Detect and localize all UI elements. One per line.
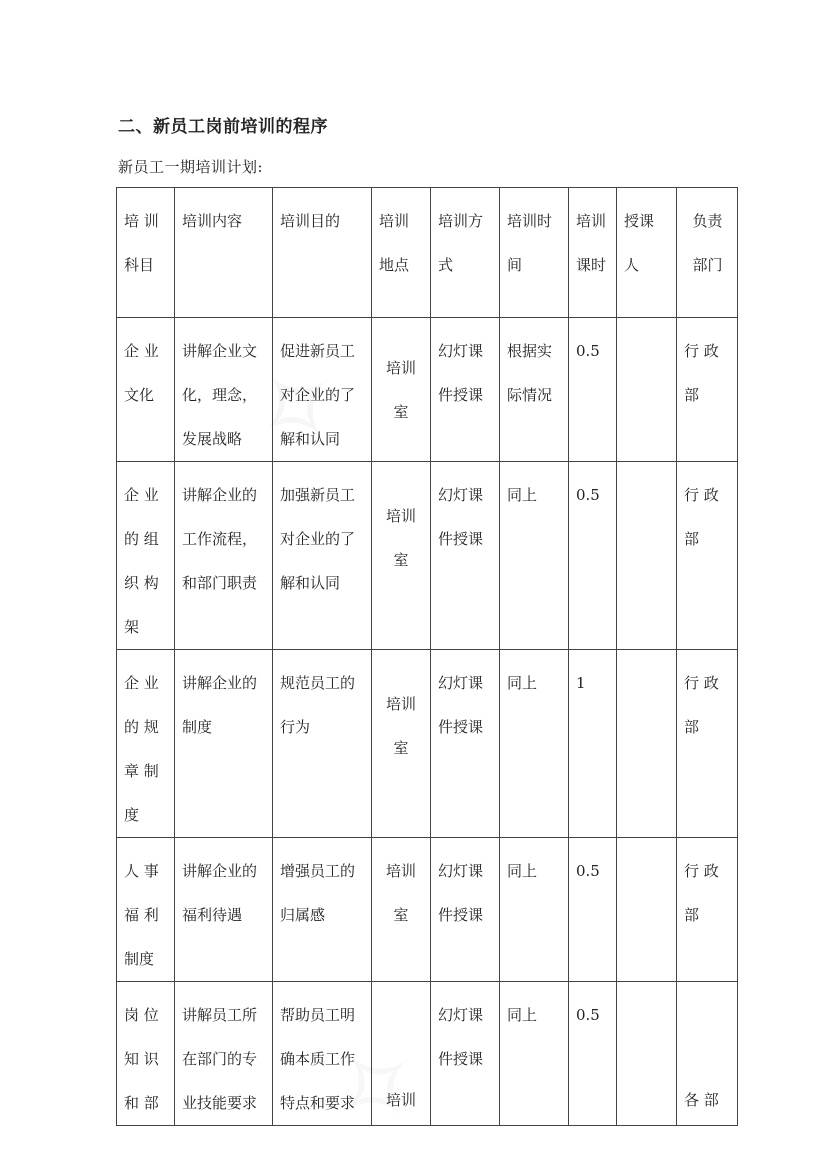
cell-method: 幻灯课 件授课 [431, 838, 500, 982]
cell-method: 幻灯课 件授课 [431, 982, 500, 1126]
header-dept: 负责 部门 [677, 188, 738, 318]
cell-dept: 行 政 部 [677, 462, 738, 650]
cell-time: 同上 [500, 650, 569, 838]
cell-lecturer [617, 462, 677, 650]
cell-content: 讲解员工所 在部门的专 业技能要求 [175, 982, 273, 1126]
cell-purpose: 增强员工的 归属感 [273, 838, 372, 982]
cell-lecturer [617, 838, 677, 982]
table-row [117, 650, 738, 838]
cell-subject: 企 业 文化 [117, 318, 175, 462]
cell-purpose: 加强新员工 对企业的了 解和认同 [273, 462, 372, 650]
cell-hours: 1 [569, 650, 617, 838]
cell-subject: 岗 位 知 识 和 部 [117, 982, 175, 1126]
cell-time: 同上 [500, 462, 569, 650]
cell-lecturer [617, 318, 677, 462]
table-header-row [117, 188, 738, 318]
cell-purpose: 帮助员工明 确本质工作 特点和要求 [273, 982, 372, 1126]
cell-hours: 0.5 [569, 462, 617, 650]
table-row [117, 982, 738, 1126]
cell-location: 培训 [372, 982, 431, 1126]
header-content: 培训内容 [175, 188, 273, 318]
cell-dept: 行 政 部 [677, 838, 738, 982]
cell-method: 幻灯课 件授课 [431, 650, 500, 838]
cell-subject: 人 事 福 利 制度 [117, 838, 175, 982]
cell-content: 讲解企业文 化，理念， 发展战略 [175, 318, 273, 462]
cell-location: 培训 室 [372, 838, 431, 982]
header-purpose: 培训目的 [273, 188, 372, 318]
cell-time: 同上 [500, 838, 569, 982]
cell-content: 讲解企业的 福利待遇 [175, 838, 273, 982]
header-lecturer: 授课 人 [617, 188, 677, 318]
header-location: 培训 地点 [372, 188, 431, 318]
cell-method: 幻灯课 件授课 [431, 462, 500, 650]
cell-purpose: 规范员工的 行为 [273, 650, 372, 838]
cell-subject: 企 业 的 组 织 构 架 [117, 462, 175, 650]
cell-hours: 0.5 [569, 982, 617, 1126]
cell-subject: 企 业 的 规 章 制 度 [117, 650, 175, 838]
cell-dept: 行 政 部 [677, 318, 738, 462]
cell-location: 培训 室 [372, 650, 431, 838]
header-hours: 培训 课时 [569, 188, 617, 318]
cell-time: 同上 [500, 982, 569, 1126]
table-row [117, 838, 738, 982]
cell-time: 根据实 际情况 [500, 318, 569, 462]
cell-content: 讲解企业的 制度 [175, 650, 273, 838]
cell-lecturer [617, 650, 677, 838]
cell-location: 培训 室 [372, 318, 431, 462]
cell-method: 幻灯课 件授课 [431, 318, 500, 462]
cell-hours: 0.5 [569, 838, 617, 982]
cell-lecturer [617, 982, 677, 1126]
cell-dept: 各 部 [677, 982, 738, 1126]
header-subject: 培 训 科目 [117, 188, 175, 318]
cell-hours: 0.5 [569, 318, 617, 462]
cell-dept: 行 政 部 [677, 650, 738, 838]
plan-subtitle: 新员工一期培训计划: [118, 158, 264, 176]
table-row [117, 462, 738, 650]
cell-content: 讲解企业的 工作流程， 和部门职责 [175, 462, 273, 650]
training-plan-table [116, 187, 738, 1126]
cell-purpose: 促进新员工 对企业的了 解和认同 [273, 318, 372, 462]
header-time: 培训时 间 [500, 188, 569, 318]
table-row [117, 318, 738, 462]
cell-location: 培训 室 [372, 462, 431, 650]
header-method: 培训方 式 [431, 188, 500, 318]
section-heading: 二、新员工岗前培训的程序 [118, 117, 328, 137]
